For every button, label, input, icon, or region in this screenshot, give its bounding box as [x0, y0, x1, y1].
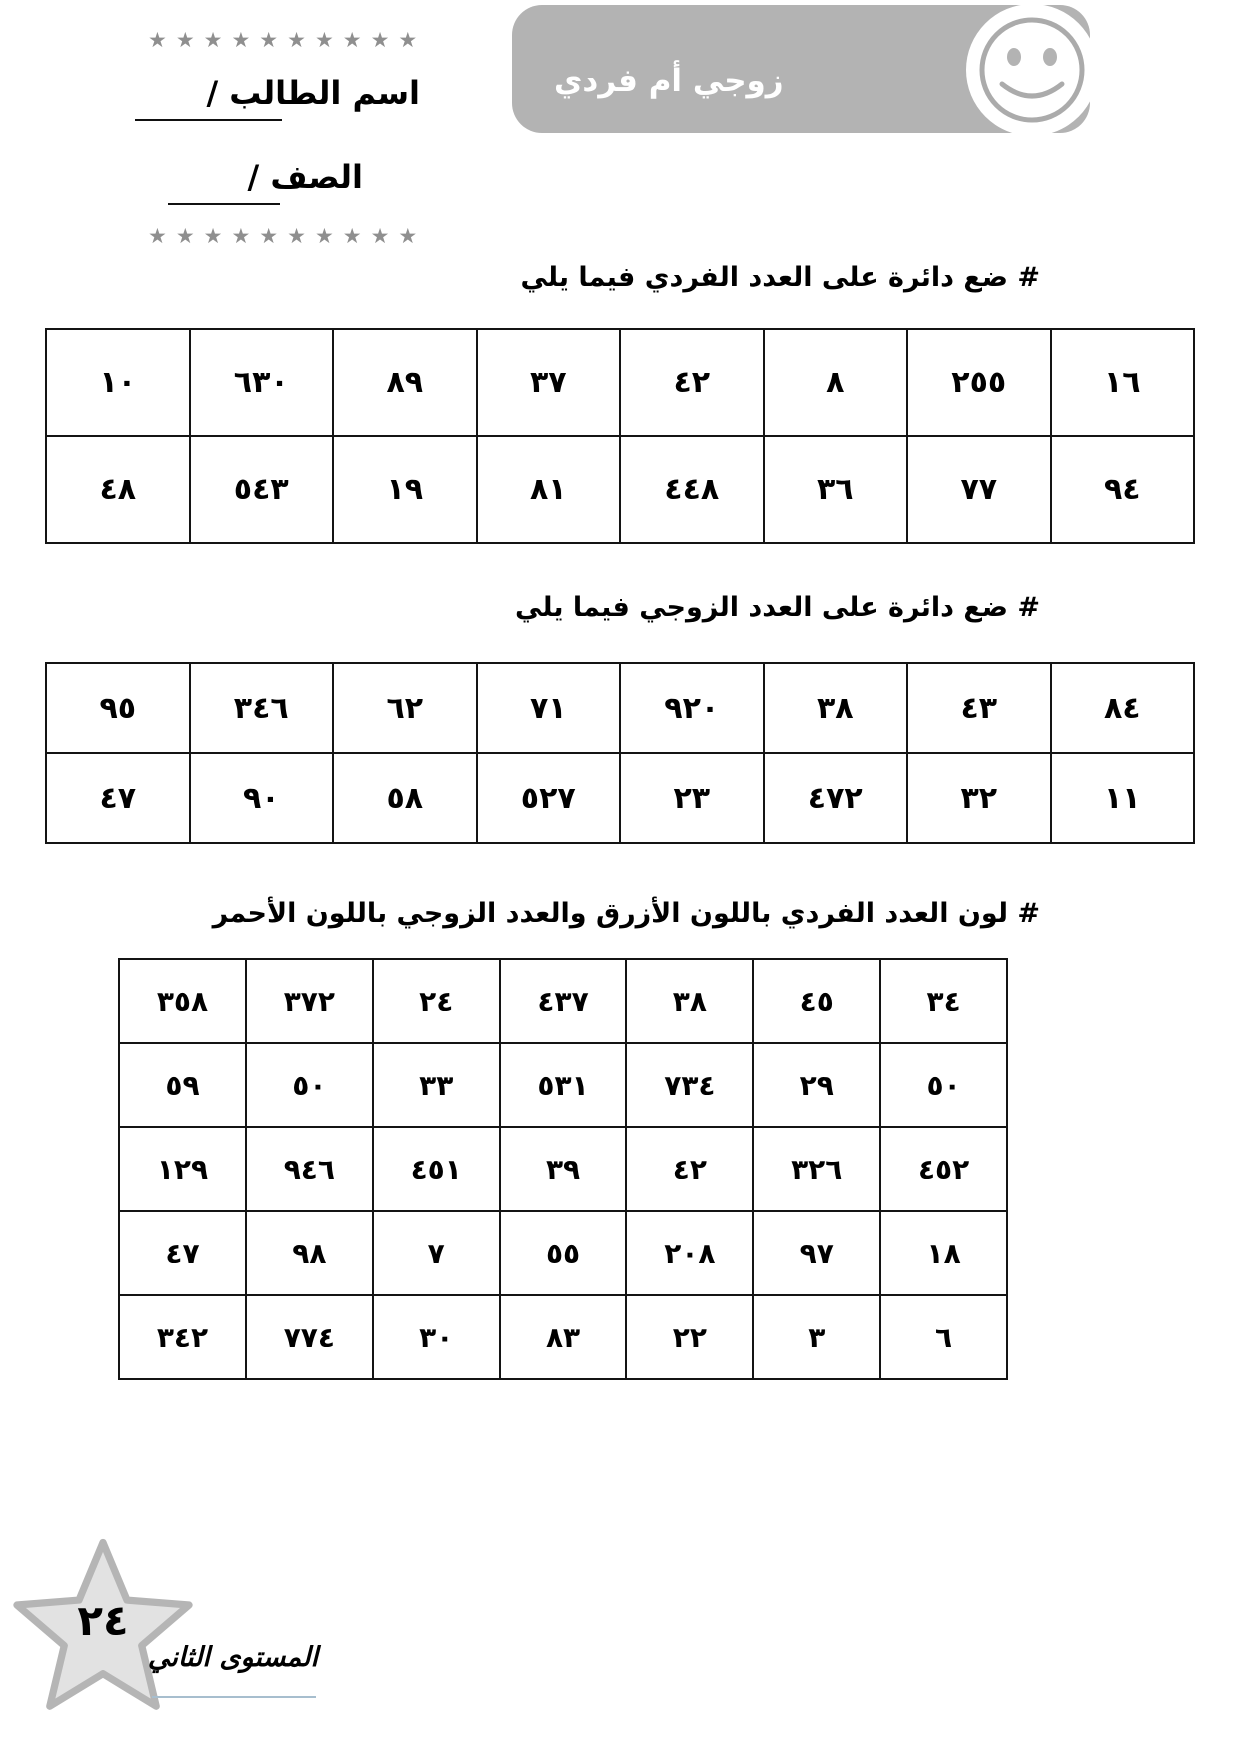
number-cell[interactable]: ٥٤٣	[190, 436, 334, 543]
number-cell[interactable]: ١٢٩	[119, 1127, 246, 1211]
number-cell[interactable]: ٢٣	[620, 753, 764, 843]
number-cell[interactable]: ٣٣	[373, 1043, 500, 1127]
student-name-label: اسم الطالب /	[206, 74, 420, 112]
number-cell[interactable]: ٣٢	[907, 753, 1051, 843]
number-cell[interactable]: ٩٤٦	[246, 1127, 373, 1211]
exercise3-title: # لون العدد الفردي باللون الأزرق والعدد الزوجي باللون الأحمر	[212, 898, 1040, 929]
number-cell[interactable]: ٩٠	[190, 753, 334, 843]
level-underline	[152, 1696, 316, 1698]
number-cell[interactable]: ٩٨	[246, 1211, 373, 1295]
number-cell[interactable]: ٩٢٠	[620, 663, 764, 753]
number-cell[interactable]: ١٠	[46, 329, 190, 436]
number-cell[interactable]: ٢٤	[373, 959, 500, 1043]
number-cell[interactable]: ٨٣	[500, 1295, 627, 1379]
star-row-bottom: ★★★★★★★★★★	[148, 224, 427, 248]
table-row	[119, 959, 1007, 1043]
number-cell[interactable]: ٣٢٦	[753, 1127, 880, 1211]
page-number: ٢٤	[77, 1596, 129, 1645]
number-cell[interactable]: ٧١	[477, 663, 621, 753]
number-cell[interactable]: ٩٧	[753, 1211, 880, 1295]
table-row	[119, 1295, 1007, 1379]
number-cell[interactable]: ٤٥	[753, 959, 880, 1043]
table-row	[46, 663, 1194, 753]
class-field[interactable]	[168, 203, 280, 205]
number-cell[interactable]: ٤٨	[46, 436, 190, 543]
number-cell[interactable]: ٤٥٢	[880, 1127, 1007, 1211]
number-cell[interactable]: ٧٣٤	[626, 1043, 753, 1127]
number-cell[interactable]: ٩٥	[46, 663, 190, 753]
number-cell[interactable]: ٤٣	[907, 663, 1051, 753]
number-cell[interactable]: ٥٩	[119, 1043, 246, 1127]
number-cell[interactable]: ٩٤	[1051, 436, 1195, 543]
number-cell[interactable]: ١٨	[880, 1211, 1007, 1295]
exercise2-title: # ضع دائرة على العدد الزوجي فيما يلي	[515, 592, 1040, 623]
number-cell[interactable]: ٧٧	[907, 436, 1051, 543]
exercise1-title: # ضع دائرة على العدد الفردي فيما يلي	[520, 262, 1040, 293]
level-label: المستوى الثاني	[147, 1642, 318, 1673]
number-cell[interactable]: ٢٠٨	[626, 1211, 753, 1295]
number-cell[interactable]: ٣٤٦	[190, 663, 334, 753]
star-row-top: ★★★★★★★★★★	[148, 28, 427, 52]
table-row	[46, 329, 1194, 436]
number-cell[interactable]: ٤٢	[620, 329, 764, 436]
number-cell[interactable]: ٤٧٢	[764, 753, 908, 843]
number-cell[interactable]: ٥٢٧	[477, 753, 621, 843]
number-cell[interactable]: ٧٧٤	[246, 1295, 373, 1379]
number-cell[interactable]: ٨	[764, 329, 908, 436]
number-cell[interactable]: ١٦	[1051, 329, 1195, 436]
number-cell[interactable]: ٣٧	[477, 329, 621, 436]
number-cell[interactable]: ٤٧	[119, 1211, 246, 1295]
number-cell[interactable]: ٣	[753, 1295, 880, 1379]
number-cell[interactable]: ٦٣٠	[190, 329, 334, 436]
student-name-field[interactable]	[135, 119, 282, 121]
number-cell[interactable]: ٢٥٥	[907, 329, 1051, 436]
number-cell[interactable]: ٧	[373, 1211, 500, 1295]
number-cell[interactable]: ٤٤٨	[620, 436, 764, 543]
number-cell[interactable]: ٣٧٢	[246, 959, 373, 1043]
number-cell[interactable]: ٤٧	[46, 753, 190, 843]
number-cell[interactable]: ١١	[1051, 753, 1195, 843]
number-cell[interactable]: ٢٩	[753, 1043, 880, 1127]
number-cell[interactable]: ٥٠	[246, 1043, 373, 1127]
table-row	[119, 1127, 1007, 1211]
table-row	[119, 1043, 1007, 1127]
number-cell[interactable]: ٥٣١	[500, 1043, 627, 1127]
number-cell[interactable]: ٦	[880, 1295, 1007, 1379]
smiley-face-icon	[962, 0, 1102, 144]
page-title: زوجي أم فردي	[554, 63, 784, 99]
number-cell[interactable]: ١٩	[333, 436, 477, 543]
number-cell[interactable]: ٥٥	[500, 1211, 627, 1295]
exercise2-table	[45, 662, 1195, 844]
table-row	[46, 753, 1194, 843]
number-cell[interactable]: ٣٤	[880, 959, 1007, 1043]
class-label: الصف /	[247, 158, 363, 196]
number-cell[interactable]: ٤٣٧	[500, 959, 627, 1043]
number-cell[interactable]: ٣٤٢	[119, 1295, 246, 1379]
table-row	[119, 1211, 1007, 1295]
number-cell[interactable]: ٤٢	[626, 1127, 753, 1211]
number-cell[interactable]: ٣٨	[626, 959, 753, 1043]
table-row	[46, 436, 1194, 543]
exercise1-table	[45, 328, 1195, 544]
number-cell[interactable]: ٥٠	[880, 1043, 1007, 1127]
number-cell[interactable]: ٣٥٨	[119, 959, 246, 1043]
number-cell[interactable]: ٣٩	[500, 1127, 627, 1211]
number-cell[interactable]: ٣٦	[764, 436, 908, 543]
exercise3-table	[118, 958, 1008, 1380]
number-cell[interactable]: ٣٨	[764, 663, 908, 753]
number-cell[interactable]: ٨٩	[333, 329, 477, 436]
number-cell[interactable]: ٨٤	[1051, 663, 1195, 753]
number-cell[interactable]: ٣٠	[373, 1295, 500, 1379]
number-cell[interactable]: ٥٨	[333, 753, 477, 843]
number-cell[interactable]: ٨١	[477, 436, 621, 543]
number-cell[interactable]: ٦٢	[333, 663, 477, 753]
number-cell[interactable]: ٤٥١	[373, 1127, 500, 1211]
number-cell[interactable]: ٢٢	[626, 1295, 753, 1379]
